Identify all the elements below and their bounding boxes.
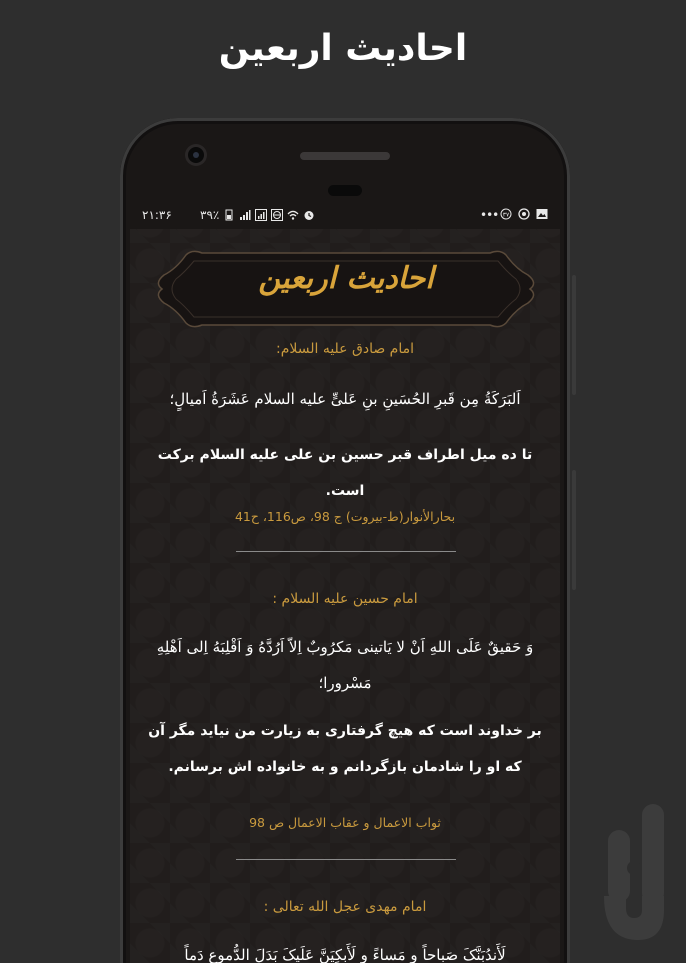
divider [236, 859, 456, 860]
hadith-arabic: وَ حَقیقٌ عَلَی اللهِ اَنْ لا یَاتینی مَکرُوبٌ اِلاّ اَرُدَّهُ وَ اَقْلِبَهُ اِلی اَهْلِهِ مَسْرورا؛ [156, 638, 534, 692]
status-left-icons [200, 208, 315, 222]
alarm-icon [303, 209, 315, 221]
front-camera [188, 147, 204, 163]
hadith-narrator: امام مهدی عجل الله تعالی : [263, 899, 427, 915]
image-icon [536, 208, 548, 220]
power-button [572, 470, 576, 590]
promo-title: احادیث اربعین [218, 28, 468, 69]
header-title: احادیث اربعین [258, 261, 434, 296]
notification-icon [500, 208, 512, 220]
earpiece-speaker [300, 152, 390, 160]
globe-icon [271, 209, 283, 221]
svg-text:۳۷: ۳۷ [502, 211, 510, 219]
status-bar [130, 203, 560, 229]
signal-box-icon [255, 209, 267, 221]
signal-icon [239, 209, 251, 221]
status-right-icons [480, 208, 548, 220]
battery-icon [223, 209, 235, 221]
proximity-sensor [328, 185, 362, 196]
hadith-source: ثواب الاعمال و عقاب الاعمال ص 98 [249, 815, 441, 830]
bazaar-watermark-icon [594, 800, 674, 950]
divider [236, 551, 456, 552]
hadith-arabic: اَلبَرَکَةُ مِن قَبرِ الحُسَینِ بنِ عَلیٍّ علیه السلام عَشَرَةُ اَمیالٍ؛ [169, 390, 521, 408]
hadith-persian: تا ده میل اطراف قبر حسین بن علی علیه السلام برکت است. [157, 447, 533, 499]
app-screen[interactable] [130, 203, 560, 963]
status-time: ۲۱:۳۶ [142, 208, 172, 222]
hadith-persian: بر خداوند است که هیچ گرفتاری به زیارت من نیاید مگر آن که او را شادمان بازگردانم و به خانواده اش برسانم. [148, 723, 542, 775]
hadith-narrator: امام حسین علیه السلام : [272, 591, 418, 607]
battery-percent: ۳۹٪ [200, 208, 220, 222]
hadith-narrator: امام صادق علیه السلام: [275, 341, 415, 357]
volume-button [572, 275, 576, 395]
hadith-arabic: لَأَندُبَنَّکَ صَباحاً و مَساءً و لَأَبکِیَنَّ عَلَیکَ بَدَلَ الدُّموعِ دَماً [184, 946, 506, 963]
wifi-icon [287, 209, 299, 221]
hadith-source: بحارالأنوار(ط-بیروت) ج 98، ص116، ح41 [234, 509, 456, 524]
sync-icon [518, 208, 530, 220]
more-icon: ••• [480, 208, 499, 222]
